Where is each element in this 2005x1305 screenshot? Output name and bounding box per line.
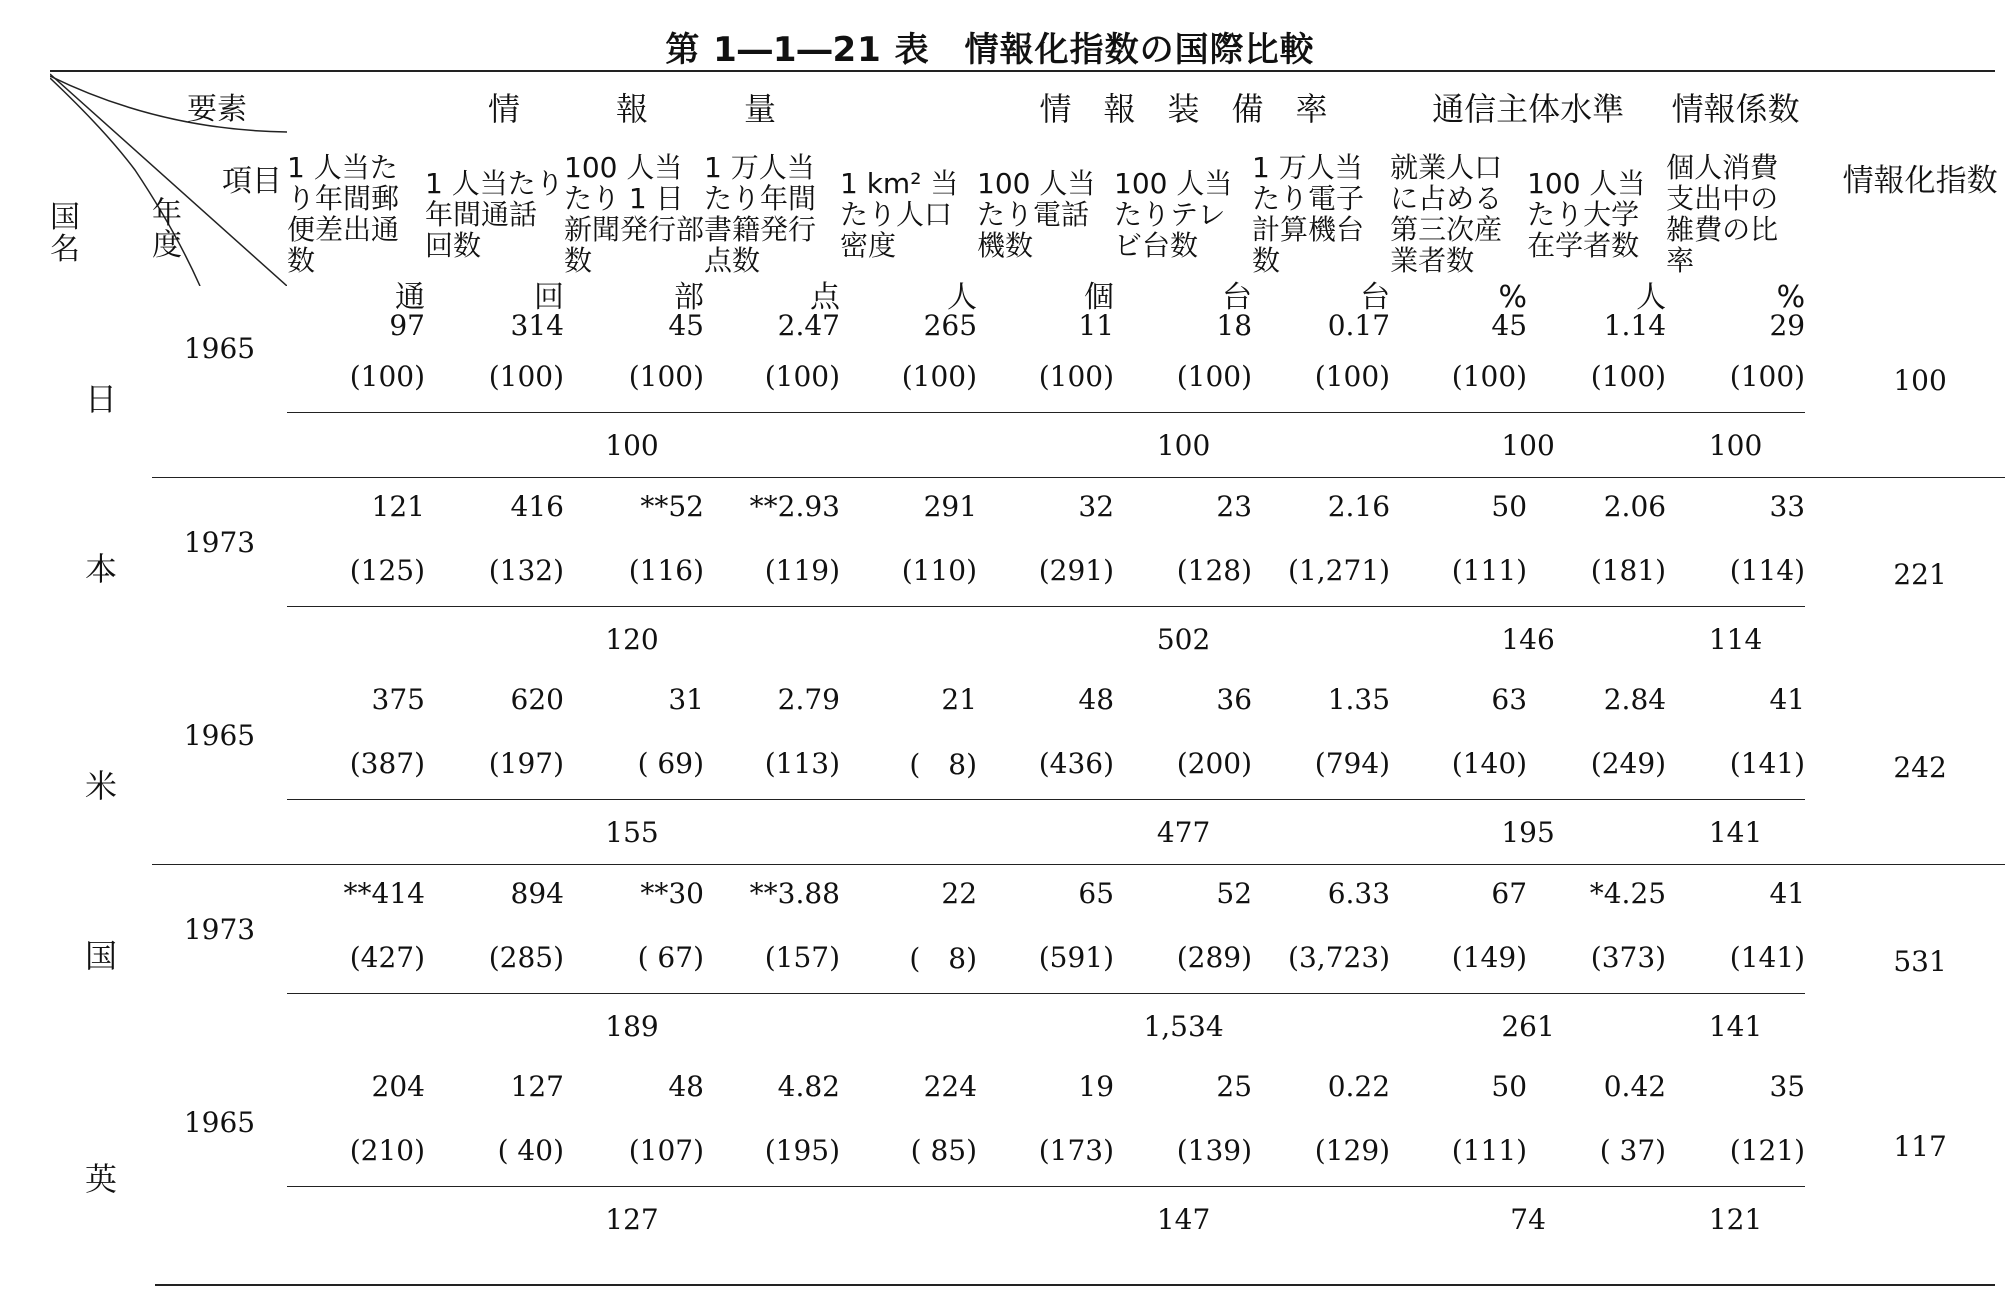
index-paren: ( 8) [909, 748, 978, 781]
value: 121 [287, 478, 425, 535]
value-cell [564, 280, 704, 342]
country-char: 国 [84, 937, 117, 975]
group-subtotal: 121 [1666, 1187, 1805, 1252]
unit-label: 通 [395, 280, 425, 315]
value-cell [1114, 280, 1253, 342]
index-paren: (436) [1038, 746, 1115, 780]
item-phones: 100 人当たり電話機数 [977, 166, 1096, 262]
index-paren: (111) [1451, 553, 1528, 587]
index-paren: (110) [901, 553, 978, 587]
index-paren: (289) [1176, 940, 1253, 974]
group-subtotal: 74 [1390, 1187, 1666, 1252]
index-paren: (210) [349, 1133, 425, 1167]
group-subtotal: 146 [1390, 607, 1666, 672]
index-paren: (129) [1314, 1133, 1391, 1167]
index-paren: (100) [628, 359, 704, 393]
table-row [50, 921, 2005, 994]
table-row [50, 800, 2005, 865]
index-paren: (100) [1314, 359, 1391, 393]
table-row [50, 478, 2005, 535]
value: **52 [564, 478, 704, 535]
table-row [50, 1114, 2005, 1187]
value-cell [1666, 280, 1806, 342]
value: 0.42 [1603, 1069, 1667, 1103]
year-cell: 1965 [183, 1105, 256, 1139]
year-cell: 1973 [152, 865, 287, 994]
index-paren: ( 85) [910, 1133, 978, 1167]
value: 33 [1666, 478, 1805, 535]
index-paren: (100) [488, 359, 564, 393]
value: **414 [287, 865, 425, 922]
unit-label: 点 [810, 280, 840, 315]
index-paren: (119) [764, 553, 840, 587]
value: 620 [510, 682, 564, 716]
value: 29 [1769, 309, 1806, 342]
index-paren: (140) [1451, 746, 1528, 780]
value: 63 [1491, 682, 1528, 716]
value: 2.16 [1252, 478, 1390, 535]
value: 375 [371, 682, 425, 716]
value: *4.25 [1527, 865, 1666, 922]
group-subtotal: 147 [977, 1187, 1390, 1252]
unit-label: 人 [947, 280, 978, 315]
item-university: 100 人当たり大学在学者数 [1527, 166, 1646, 262]
index-paren: (249) [1590, 746, 1667, 780]
value-cell [977, 280, 1115, 342]
group-subtotal: 195 [1390, 800, 1666, 865]
index-paren: (197) [488, 746, 564, 780]
value: 31 [668, 682, 704, 716]
year-spacer [152, 1187, 287, 1252]
info-index-table [50, 70, 2005, 1251]
index-paren: (125) [349, 553, 425, 587]
index-paren: (100) [1038, 359, 1115, 393]
element-label: 要素 [187, 92, 247, 127]
value: 41 [1769, 682, 1806, 716]
unit-label: 部 [674, 280, 704, 315]
value: 1.35 [1327, 682, 1391, 716]
value: 224 [923, 1069, 978, 1103]
index-paren: (111) [1451, 1133, 1528, 1167]
item-newspaper: 100 人当たり 1 日新聞発行部数 [564, 151, 705, 277]
index-paren: (139) [1176, 1133, 1253, 1167]
country-uk [50, 1058, 152, 1251]
unit-label: 台 [1222, 280, 1253, 315]
group-subtotal: 127 [287, 1187, 977, 1252]
value-cell [1390, 280, 1528, 342]
value: 50 [1390, 478, 1527, 535]
group-comm-level: 通信主体水準 [1432, 90, 1625, 128]
index-paren: (100) [764, 359, 840, 393]
value: **30 [564, 865, 704, 922]
index-header: 情報化指数 [1842, 162, 1998, 199]
index-paren: (427) [349, 940, 425, 974]
value: 52 [1114, 865, 1252, 922]
country-char: 本 [84, 550, 117, 588]
unit-label: % [1498, 280, 1528, 315]
index-paren: ( 8) [909, 942, 978, 975]
index-value: 117 [1893, 1130, 1947, 1163]
country-usa [50, 671, 152, 1058]
index-paren: (100) [1590, 359, 1667, 393]
item-label: 項目 [222, 164, 282, 199]
value-cell [425, 280, 564, 342]
group-subtotal: 189 [287, 994, 977, 1059]
index-paren: (100) [1729, 359, 1806, 393]
item-computers: 1 万人当たり電子計算機台数 [1252, 151, 1365, 277]
year-cell: 1973 [152, 478, 287, 607]
index-value: 100 [1893, 364, 1947, 397]
value: 65 [977, 865, 1114, 922]
table-row [50, 727, 2005, 800]
group-info-volume: 情 報 量 [488, 90, 777, 128]
value: 48 [668, 1069, 704, 1103]
value: 127 [510, 1069, 564, 1103]
index-paren: (100) [349, 359, 425, 393]
index-paren: (132) [488, 553, 564, 587]
value: 2.47 [777, 309, 840, 342]
table-row [50, 340, 2005, 413]
value: 25 [1216, 1069, 1253, 1103]
header-group-row [50, 70, 2005, 144]
index-paren: (373) [1590, 940, 1667, 974]
unit-label: % [1776, 280, 1806, 315]
index-value: 221 [1805, 478, 2005, 672]
group-subtotal: 261 [1390, 994, 1666, 1059]
value: 19 [1078, 1069, 1115, 1103]
value: 0.17 [1327, 309, 1391, 342]
group-info-equipment: 情 報 装 備 率 [1039, 90, 1328, 128]
item-density: 1 km² 当たり人口密度 [840, 166, 959, 262]
value: 265 [923, 309, 978, 342]
header-corner [50, 70, 287, 284]
item-tertiary: 就業人口に占める第三次産業者数 [1390, 151, 1503, 277]
value: 1.14 [1603, 309, 1667, 342]
value: 416 [425, 478, 564, 535]
year-cell: 1965 [183, 331, 256, 365]
value: 50 [1491, 1069, 1528, 1103]
year-spacer [152, 994, 287, 1059]
value: 67 [1390, 865, 1527, 922]
item-mail: 1 人当たり年間郵便差出通数 [287, 151, 400, 277]
table-row [50, 671, 2005, 727]
index-paren: (149) [1451, 940, 1528, 974]
group-subtotal: 114 [1666, 607, 1805, 672]
value: 0.22 [1327, 1069, 1391, 1103]
index-paren: (181) [1590, 553, 1667, 587]
value: 204 [371, 1069, 425, 1103]
index-paren: (1,271) [1288, 553, 1391, 587]
table-row [50, 1187, 2005, 1252]
value: 36 [1216, 682, 1253, 716]
index-paren: (116) [628, 553, 704, 587]
index-paren: (121) [1729, 1133, 1806, 1167]
value: 291 [840, 478, 977, 535]
index-paren: ( 37) [1599, 1133, 1667, 1167]
value-cell [840, 280, 978, 342]
value: 11 [1078, 309, 1115, 342]
group-subtotal: 100 [977, 413, 1390, 478]
item-misc-ratio: 個人消費支出中の雑費の比率 [1666, 151, 1779, 277]
index-paren: (387) [349, 746, 425, 780]
header-item-row [50, 144, 2005, 284]
year-label: 年度 [152, 196, 182, 263]
table-row [50, 413, 2005, 478]
country-char: 英 [84, 1160, 117, 1198]
unit-label: 人 [1636, 280, 1667, 315]
index-paren: (141) [1729, 940, 1806, 974]
value: 4.82 [777, 1069, 840, 1103]
bottom-rule [155, 1284, 1995, 1286]
index-paren: (100) [901, 359, 978, 393]
group-subtotal: 100 [287, 413, 977, 478]
value: 21 [941, 682, 978, 716]
year-cell: 1965 [183, 718, 256, 752]
index-paren: ( 40) [497, 1133, 564, 1167]
table-title: 第 1―1―21 表 情報化指数の国際比較 [665, 30, 1315, 70]
unit-label: 台 [1360, 280, 1391, 315]
item-tv: 100 人当たりテレビ台数 [1114, 166, 1233, 262]
table-row [50, 534, 2005, 607]
value: **3.88 [704, 865, 840, 922]
value: 32 [977, 478, 1114, 535]
index-value: 531 [1805, 865, 2005, 1059]
value-cell [1252, 280, 1391, 342]
group-subtotal: 120 [287, 607, 977, 672]
group-subtotal: 155 [287, 800, 977, 865]
index-paren: (3,723) [1288, 940, 1391, 974]
country-label: 国名 [50, 200, 80, 267]
value: 97 [389, 309, 425, 342]
index-paren: (114) [1729, 553, 1806, 587]
group-subtotal: 141 [1666, 800, 1805, 865]
value-cell [287, 280, 425, 342]
index-paren: ( 67) [637, 940, 704, 974]
value: 894 [425, 865, 564, 922]
group-subtotal: 502 [977, 607, 1390, 672]
value: 48 [1078, 682, 1115, 716]
index-paren: (200) [1176, 746, 1253, 780]
group-info-coefficient: 情報係数 [1671, 90, 1800, 128]
table-row [50, 994, 2005, 1059]
value: 6.33 [1252, 865, 1390, 922]
group-subtotal: 100 [1666, 413, 1805, 478]
value: 2.84 [1603, 682, 1667, 716]
unit-label: 個 [1084, 280, 1115, 315]
table-row [50, 607, 2005, 672]
value: 22 [840, 865, 977, 922]
index-paren: (113) [764, 746, 840, 780]
index-paren: (794) [1314, 746, 1391, 780]
value: 45 [1491, 309, 1528, 342]
index-paren: (107) [628, 1133, 704, 1167]
value: 41 [1666, 865, 1805, 922]
index-paren: (291) [1038, 553, 1115, 587]
group-subtotal: 100 [1390, 413, 1666, 478]
country-char: 米 [84, 767, 117, 805]
index-paren: (100) [1451, 359, 1528, 393]
value: 18 [1216, 309, 1253, 342]
country-japan [50, 284, 152, 671]
value-cell [704, 280, 840, 342]
value: 45 [668, 309, 704, 342]
group-subtotal: 477 [977, 800, 1390, 865]
value-cell [1527, 280, 1667, 342]
index-paren: (285) [488, 940, 564, 974]
index-paren: (141) [1729, 746, 1806, 780]
index-paren: (128) [1176, 553, 1253, 587]
item-books: 1 万人当たり年間書籍発行点数 [704, 151, 817, 277]
index-paren: (157) [764, 940, 840, 974]
index-paren: (173) [1038, 1133, 1115, 1167]
year-spacer [152, 413, 287, 478]
index-paren: ( 69) [637, 746, 704, 780]
index-paren: (195) [764, 1133, 840, 1167]
value: **2.93 [704, 478, 840, 535]
value: 23 [1114, 478, 1252, 535]
country-char: 日 [84, 380, 117, 418]
index-paren: (591) [1038, 940, 1115, 974]
year-spacer [152, 800, 287, 865]
group-subtotal: 1,534 [977, 994, 1390, 1059]
index-value: 242 [1893, 751, 1947, 784]
index-paren: (100) [1176, 359, 1253, 393]
table-row [50, 865, 2005, 922]
year-spacer [152, 607, 287, 672]
unit-label: 回 [534, 280, 564, 315]
table-row [50, 284, 2005, 340]
group-subtotal: 141 [1666, 994, 1805, 1059]
value: 2.79 [777, 682, 840, 716]
item-calls: 1 人当たり年間通話回数 [425, 166, 564, 262]
value: 2.06 [1527, 478, 1666, 535]
value: 314 [510, 309, 564, 342]
table-row [50, 1058, 2005, 1114]
value: 35 [1769, 1069, 1806, 1103]
